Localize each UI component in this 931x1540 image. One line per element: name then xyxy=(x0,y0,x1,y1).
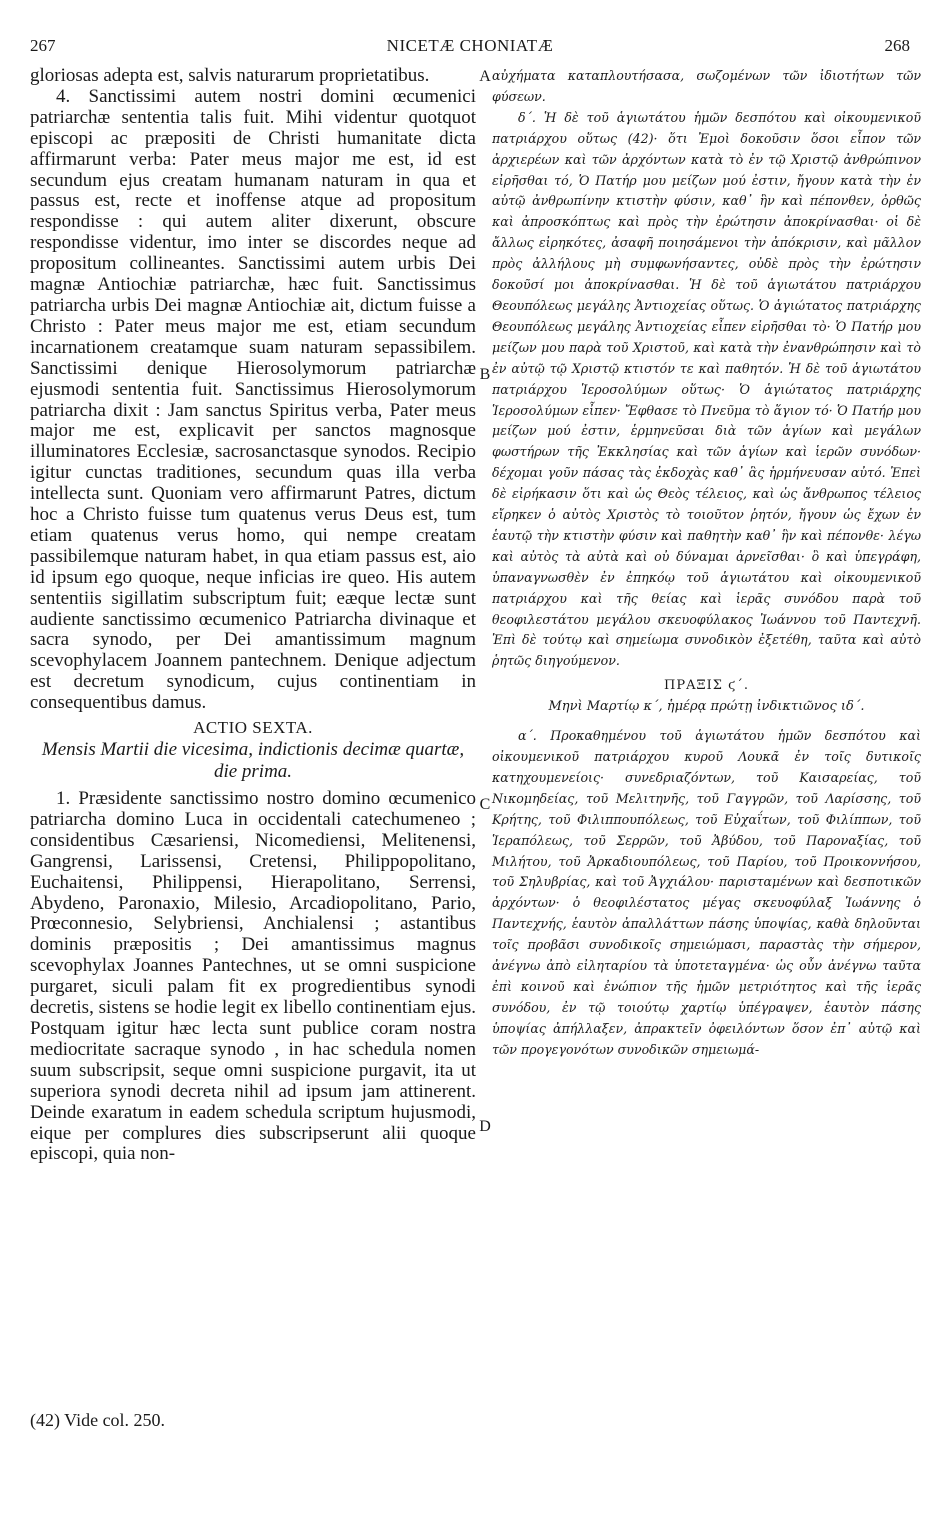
latin-paragraph-3: 1. Præsidente sanctissimo nostro domino œcumenico patriarcha domino Luca in occidentali catechumeneo ; considentibus Cæsariensi, Nicomediensi, Melitenensi, Gangrensi, Larissensi, Cretensi, Philippopolitano, Euchaitensi, Philippensi, Hierapolitano, Serrensi, Abydeno, Paronaxio, Milesio, Arcadiopolitano, Pario, Prœconnesio, Selybriensi, Anchialensi ; astantibus dominis præpositis ; Dei amantissimus magnus scevophylax Joannes Pantechnes, ut se omni suspicione purgaret, siculi palam fit ex progredientibus synodi decretis, sistens se hodie legit ex libello continentiam ejus. Postquam igitur hæc lecta sunt publice coram nostra mediocritate sacraque synodo , in hac schedula nomen suum subscripsit, seque omni suspicione purgavit, ita ut superiora synodi decreta nihil ad ipsum jam attinerent. Deinde exaratum in eadem schedula scriptum hujusmodi, eique per complures dies subscripserunt alii quoque episcopi, quia non- xyxy=(30,788,476,1165)
running-title: NICETÆ CHONIATÆ xyxy=(386,36,554,55)
greek-paragraph-3: α΄. Προκαθημένου τοῦ ἁγιωτάτου ἡμῶν δεσπότου καὶ οἰκουμενικοῦ πατριάρχου κυροῦ Λουκᾶ ἐν τοῖς δυτικοῖς κατηχουμενείοις· συνεδριαζόντων, τοῦ Καισαρείας, τοῦ Νικομηδείας, τοῦ Μελιτηνῆς, τοῦ Γαγγρῶν, τοῦ Λαρίσσης, τοῦ Κρήτης, τοῦ Φιλιππουπόλεως, τοῦ Εὐχαΐτων, τοῦ Φιλίππων, τοῦ Ἱεραπόλεως, τοῦ Σερρῶν, τοῦ Ἀβύδου, τοῦ Παροναξίας, τοῦ Μιλήτου, τοῦ Ἀρκαδιουπόλεως, τοῦ Παρίου, τοῦ Προικοννήσου, τοῦ Σηλυβρίας, καὶ τοῦ Ἀγχιάλου· παρισταμένων καὶ δεσποτικῶν ἀρχόντων· ὁ θεοφιλέστατος μέγας σκευοφύλαξ Ἰωάννης ὁ Παντεχνής, ἑαυτὸν ἀπαλλάττων πάσης ὑποψίας, καθὰ δηλοῦνται τοῖς προβᾶσι συνοδικοῖς σημειώμασι, παραστὰς τὴν σήμερον, ἀνέγνω ἀπὸ εἰληταρίου τὰ ὑποτεταγμένα· ὡς οὖν ἀνέγνω ταῦτα ἐπὶ κοινοῦ καὶ ἐνώπιον τῆς ἡμῶν μετριότητος καὶ τῆς ἱερᾶς συνόδου, ἐν τῷ τοιούτῳ χαρτίῳ ὑπέγραψεν, ἑαυτὸν πάσης ὑποψίας ἀπήλλαξεν, ἀπρακτεῖν ὀφειλόντων ὅσον ἐπ᾽ αὐτῷ καὶ τῶν προγεγονότων συνοδικῶν σημειωμά- xyxy=(492,728,921,1057)
latin-section-subheading: Mensis Martii die vicesima, indictionis decimæ quartæ, die prima. xyxy=(41,739,465,782)
margin-marker-a: A xyxy=(479,68,491,85)
latin-section-heading: ACTIO SEXTA. xyxy=(193,718,313,738)
margin-marker-d: D xyxy=(479,1118,491,1135)
latin-paragraph-1: gloriosas adepta est, salvis naturarum proprietatibus. xyxy=(30,65,430,86)
greek-paragraph-2: δ΄. Ἡ δὲ τοῦ ἁγιωτάτου ἡμῶν δεσπότου καὶ οἰκουμενικοῦ πατριάρχου οὕτως (42)· ὅτι Ἐμοὶ δοκοῦσιν ὅσοι εἶπον τῶν ἀρχιερέων καὶ τῶν ἀρχόντων κατὰ τὸ ἐν τῷ Χριστῷ ἀνθρώπινον εἰρῆσθαι τό, Ὁ Πατήρ μου μείζων μού ἐστιν, ἤγουν κατὰ τὴν ἐν αὐτῷ ἀνθρωπίνην κτιστὴν φύσιν, καθ᾽ ἣν καὶ πέπονθεν, ὀρθῶς καὶ ἀπροσκόπτως καὶ πρὸς τὴν ἐρώτησιν ἀποκρίνασθαι· οἱ δὲ ἄλλως εἰρηκότες, ἀσαφῆ ποιησάμενοι τὴν ἀπόκρισιν, καὶ μᾶλλον πρὸς ἀλλήλους μὴ συμφωνήσαντες, οὐδὲ πρὸς τὴν ἐρώτησιν δοκοῦσί μοι ἀποκρίνασθαι. Ἡ δὲ τοῦ ἁγιωτάτου πατριάρχου Θεουπόλεως μεγάλης Ἀντιοχείας οὕτως. Ὁ ἁγιώτατος πατριάρχης Θεουπόλεως μεγάλης Ἀντιοχείας εἶπεν εἰρῆσθαι τὸ· Ὁ Πατήρ μου μείζων μου παρὰ τοῦ Χριστοῦ, καὶ κατὰ τὴν ἐνανθρώπησιν καὶ τὸ ἐν αὐτῷ τῷ Χριστῷ κτιστόν τε καὶ παθητόν. Ἡ δὲ τοῦ ἁγιωτάτου πατριάρχου Ἱεροσολύμων οὕτως· Ὁ ἁγιώτατος πατριάρχης Ἱεροσολύμων εἶπεν· Ἔφθασε τὸ Πνεῦμα τὸ ἅγιον τό· Ὁ Πατήρ μου μείζων μού ἐστιν, ἑρμηνεῦσαι διὰ τῶν ἁγίων καὶ μεγάλων φωστήρων τῆς Ἐκκλησίας καὶ τῶν ἁγίων καὶ ἱερῶν συνόδων· δέχομαι γοῦν πάσας τὰς ἐκδοχὰς καθ᾽ ἃς ἡρμήνευσαν αὐτό. Ἐπεὶ δὲ εἰρήκασιν ὅτι καὶ ὡς Θεὸς τέλειος, καὶ ὡς ἄνθρωπος τέλειος εἴρηκεν ὁ αὐτὸς Χριστὸς τὸ τοιοῦτον ῥητόν, ἤγουν ὡς ἔχων ἐν ἑαυτῷ τὴν κτιστὴν φύσιν καὶ παθητὴν καθ᾽ ἣν καὶ πέπονθε· λέγω καὶ αὐτὸς τὰ αὐτὰ καὶ οὐ δύναμαι ἀρνεῖσθαι· ὃ καὶ ὑπεγράφη, ὑπαναγνωσθὲν ἐν ἐπηκόῳ τοῦ ἁγιωτάτου καὶ οἰκουμενικοῦ πατριάρχου καὶ τῆς θείας καὶ ἱερᾶς συνόδου παρὰ τοῦ θεοφιλεστάτου μεγάλου σκευοφύλακος Ἰωάννου τοῦ Παντεχνῆ. Ἐπὶ δὲ τούτῳ καὶ σημείωμα συνοδικὸν ἐξετέθη, ταῦτα καὶ αὐτὸ ῥητῶς διηγούμενον. xyxy=(492,109,921,669)
page-number-left: 267 xyxy=(30,36,56,55)
running-header xyxy=(30,36,910,60)
greek-section-subheading: Μηνὶ Μαρτίῳ κ΄, ἡμέρᾳ πρώτῃ ἰνδικτιῶνος ιδ΄. xyxy=(548,699,865,715)
latin-paragraph-2: 4. Sanctissimi autem nostri domini œcumenici patriarchæ sententia talis fuit. Mihi videntur quotquot episcopi ac præpositi de Christi humanitate dicta affirmarunt verba: Pater meus major me est, id est secundum ejus creatam humanam naturam in qua et passus est, recte et inoffense atque ad propositum respondisse : qui autem aliter dixerunt, obscure respondisse videntur, imo inter se discordes neque ad propositum collineantes. Sanctissimi autem urbis Dei magnæ Antiochiæ patriarchæ, hæc fuit. Sanctissimus patriarcha urbis Dei magnæ Antiochiæ ait, dictum fuisse a Christo : Pater meus major me est, etiam secundum incarnationem creatamque suam naturam sepassibilem. Sanctissimi denique Hierosolymorum patriarchæ ejusmodi sententia fuit. Sanctissimus Hierosolymorum patriarcha dixit : Jam sanctus Spiritus verba, Pater meus major me est, explicavit per sanctos magnosque illuminatores Ecclesiæ, sacrosanctasque synodos. Recipio igitur cunctas traditiones, secundum quas illa verba intellecta sunt. Quoniam vero affirmarunt Patres, dictum hoc a Christo fuisse tum quatenus verus Deus est, tum etiam quatenus verus homo, qui nempe creatam passibilemque naturam habet, in qua etiam passus est, aio id ipsum ego quoque, neque inficias ire queo. His autem sententiis sigillatim subscriptum fuit; eæque lectæ sunt audiente sanctissimo œcumenico Patriarcha divinaque et sacra synodo, per Dei amantissimum magnum scevophylacem Joannem pantechnem. Denique adjectum est decretum synodicum, cujus continentiam in consequentibus damus. xyxy=(30,85,476,714)
margin-marker-c: C xyxy=(479,796,491,813)
latin-column xyxy=(30,66,476,1165)
greek-paragraph-1: αὐχήματα καταπλουτήσασα, σωζομένων τῶν ἰδιοτήτων τῶν φύσεων. xyxy=(492,68,921,104)
footnote: (42) Vide col. 250. xyxy=(30,1410,166,1430)
page-number-right: 268 xyxy=(884,36,910,55)
greek-section-heading: ΠΡΑΞΙΣ ϛ΄. xyxy=(664,678,749,694)
margin-marker-b: B xyxy=(479,366,491,383)
greek-column xyxy=(492,66,921,1061)
